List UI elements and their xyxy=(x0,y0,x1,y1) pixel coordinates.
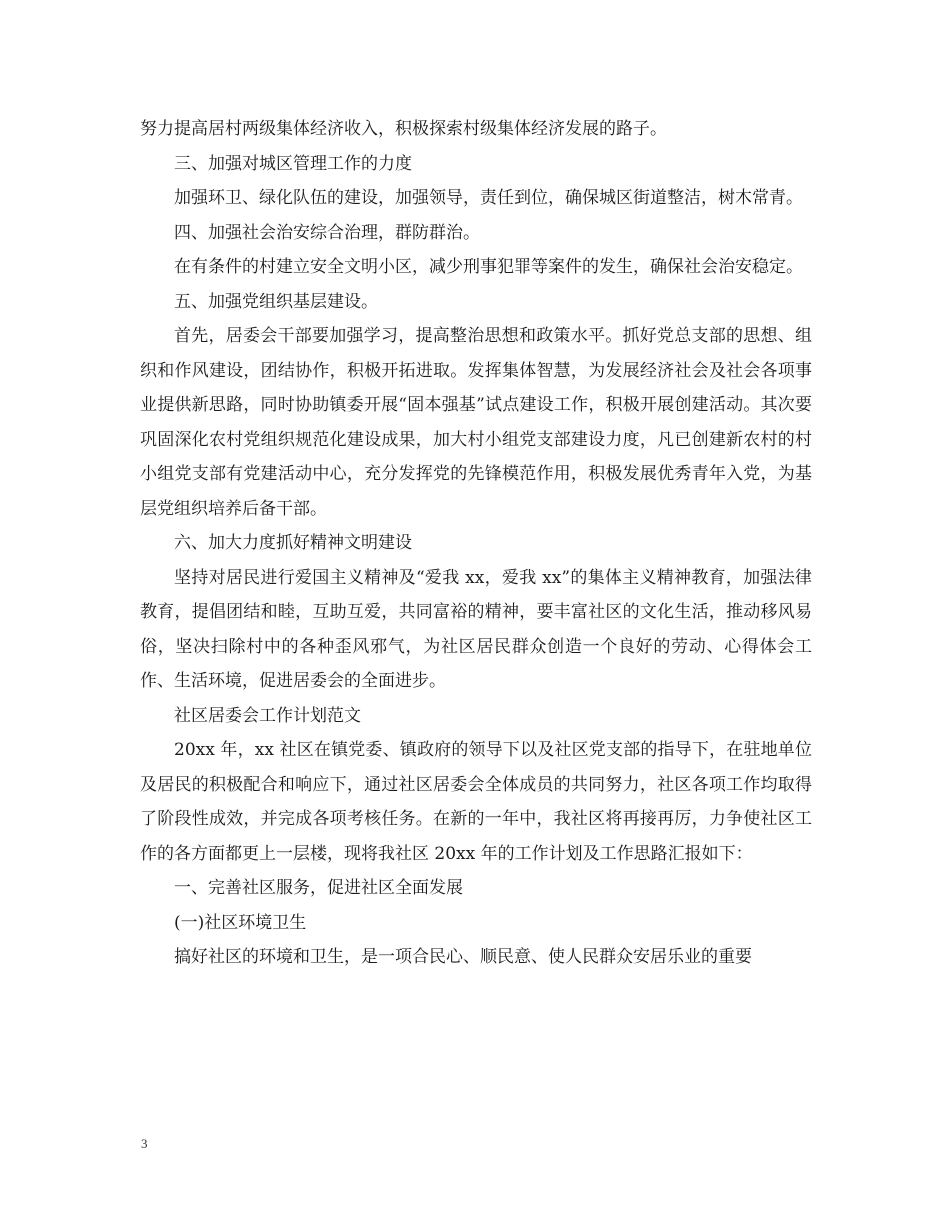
paragraph: 四、加强社会治安综合治理，群防群治。 xyxy=(174,222,480,243)
paragraph: 六、加大力度抓好精神文明建设 xyxy=(174,533,412,553)
paragraph: 努力提高居村两级集体经济收入，积极探索村级集体经济发展的路子。 xyxy=(140,119,667,139)
paragraph: 坚持对居民进行爱国主义精神及“爱我 xx，爱我 xx”的集体主义精神教育，加强法律教育，提倡团结和睦，互助互爱，共同富裕的精神，要丰富社区的文化生活，推动移风易俗，坚决扫除村中的各种歪风邪气，为社区居民群众创造一个良好的劳动、心得体会工作、生活环境，促进居委会的全面进步。 xyxy=(140,567,812,691)
paragraph: 20xx 年，xx 社区在镇党委、镇政府的领导下以及社区党支部的指导下，在驻地单位及居民的积极配合和响应下，通过社区居委会全体成员的共同努力，社区各项工作均取得了阶段性成效，并完成各项考核任务。在新的一年中，我社区将再接再厉，力争使社区工作的各方面都更上一层楼，现将我社区 20xx 年的工作计划及工作思路汇报如下： xyxy=(140,740,812,864)
paragraph: 搞好社区的环境和卫生，是一项合民心、顺民意、使人民群众安居乐业的重要 xyxy=(174,947,752,967)
paragraph: 在有条件的村建立安全文明小区，减少刑事犯罪等案件的发生，确保社会治安稳定。 xyxy=(174,257,803,277)
paragraph: 社区居委会工作计划范文 xyxy=(174,705,361,726)
paragraph: 首先，居委会干部要加强学习，提高整治思想和政策水平。抓好党总支部的思想、组织和作风建设，团结协作，积极开拓进取。发挥集体智慧，为发展经济社会及社会各项事业提供新思路，同时协助镇委开展“固本强基”试点建设工作，积极开展创建活动。其次要巩固深化农村党组织规范化建设成果，加大村小组党支部建设力度，凡已创建新农村的村小组党支部有党建活动中心，充分发挥党的先锋模范作用，积极发展优秀青年入党，为基层党组织培养后备干部。 xyxy=(140,326,812,519)
paragraph: 三、加强对城区管理工作的力度 xyxy=(174,153,412,174)
paragraph: 加强环卫、绿化队伍的建设，加强领导，责任到位，确保城区街道整洁，树木常青。 xyxy=(174,188,803,208)
paragraph: 一、完善社区服务，促进社区全面发展 xyxy=(174,878,463,898)
paragraph: 五、加强党组织基层建设。 xyxy=(174,291,378,312)
page-number: 3 xyxy=(141,1136,148,1151)
document-body xyxy=(140,112,812,975)
paragraph: (一)社区环境卫生 xyxy=(174,912,307,933)
